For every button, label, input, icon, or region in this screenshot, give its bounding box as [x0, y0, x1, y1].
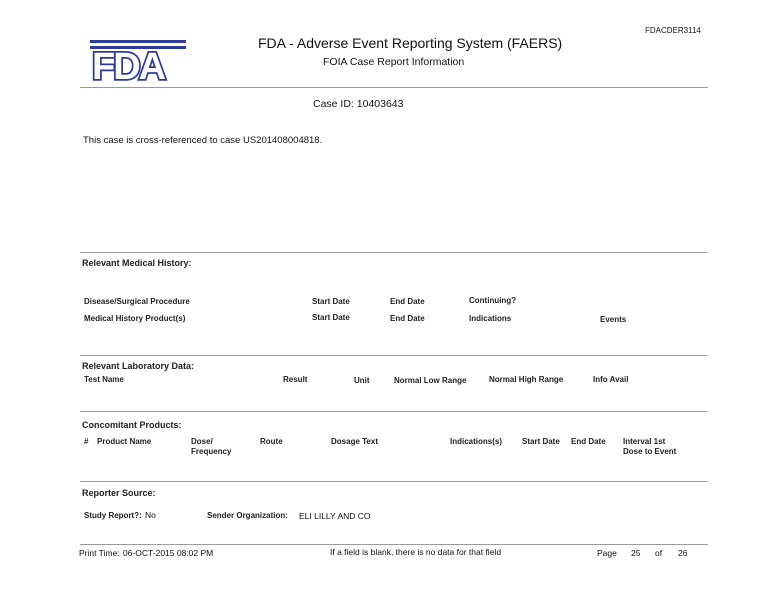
cp-col-dose-to-event: Dose to Event	[623, 447, 677, 456]
footer-divider	[80, 544, 708, 545]
cp-col-interval: Interval 1st	[623, 437, 666, 446]
lab-col-info-avail: Info Avail	[593, 375, 629, 384]
lab-col-normal-high: Normal High Range	[489, 375, 564, 384]
lab-col-unit: Unit	[354, 376, 370, 385]
print-time-label: Print Time:	[79, 548, 120, 558]
section-divider	[80, 481, 708, 482]
page-total: 26	[678, 548, 688, 558]
study-report-label: Study Report?:	[84, 511, 142, 520]
cp-col-frequency: Frequency	[191, 447, 232, 456]
cp-col-end-date: End Date	[571, 437, 606, 446]
fda-logo-text: FDA	[92, 46, 165, 82]
page-title: FDA - Adverse Event Reporting System (FAERS)	[258, 35, 563, 51]
cp-col-start-date: Start Date	[522, 437, 560, 446]
lab-col-test-name: Test Name	[84, 375, 124, 384]
cp-col-product-name: Product Name	[97, 437, 152, 446]
blank-field-note: If a field is blank, there is no data for that field	[330, 547, 502, 557]
section-divider	[80, 252, 708, 253]
page-subtitle: FOIA Case Report Information	[323, 56, 465, 68]
lab-col-result: Result	[283, 375, 308, 384]
page-of-label: of	[655, 548, 663, 558]
fda-logo	[90, 38, 186, 82]
case-id: Case ID: 10403643	[313, 98, 404, 110]
reporter-heading: Reporter Source:	[82, 488, 156, 498]
cp-col-dose: Dose/	[191, 437, 213, 446]
lab-col-normal-low: Normal Low Range	[394, 376, 467, 385]
cp-col-route: Route	[260, 437, 283, 446]
mh-col-disease: Disease/Surgical Procedure	[84, 297, 190, 306]
header-divider	[80, 87, 708, 88]
cp-col-indications: Indications(s)	[450, 437, 503, 446]
mh-col-product-end-date: End Date	[390, 314, 425, 323]
print-time-value: 06-OCT-2015 08:02 PM	[123, 548, 214, 558]
mh-col-events: Events	[600, 315, 627, 324]
document-code: FDACDER3114	[645, 26, 701, 35]
mh-col-product: Medical History Product(s)	[84, 314, 186, 323]
medical-history-heading: Relevant Medical History:	[82, 258, 192, 268]
mh-col-product-start-date: Start Date	[312, 313, 350, 322]
cp-col-number: #	[84, 437, 89, 446]
lab-data-heading: Relevant Laboratory Data:	[82, 361, 195, 371]
section-divider	[80, 355, 708, 356]
cross-reference-text: This case is cross-referenced to case US201408004818.	[83, 135, 323, 146]
page-label: Page	[597, 548, 617, 558]
mh-col-continuing: Continuing?	[469, 296, 517, 305]
concomitant-heading: Concomitant Products:	[82, 420, 182, 430]
mh-col-indications: Indications	[469, 314, 512, 323]
study-report-value: No	[145, 510, 156, 520]
mh-col-start-date: Start Date	[312, 297, 350, 306]
section-divider	[80, 411, 708, 412]
cp-col-dosage-text: Dosage Text	[331, 437, 378, 446]
mh-col-end-date: End Date	[390, 297, 425, 306]
sender-organization-value: ELI LILLY AND CO	[299, 511, 371, 521]
page-number: 25	[631, 548, 641, 558]
sender-organization-label: Sender Organization:	[207, 511, 288, 520]
